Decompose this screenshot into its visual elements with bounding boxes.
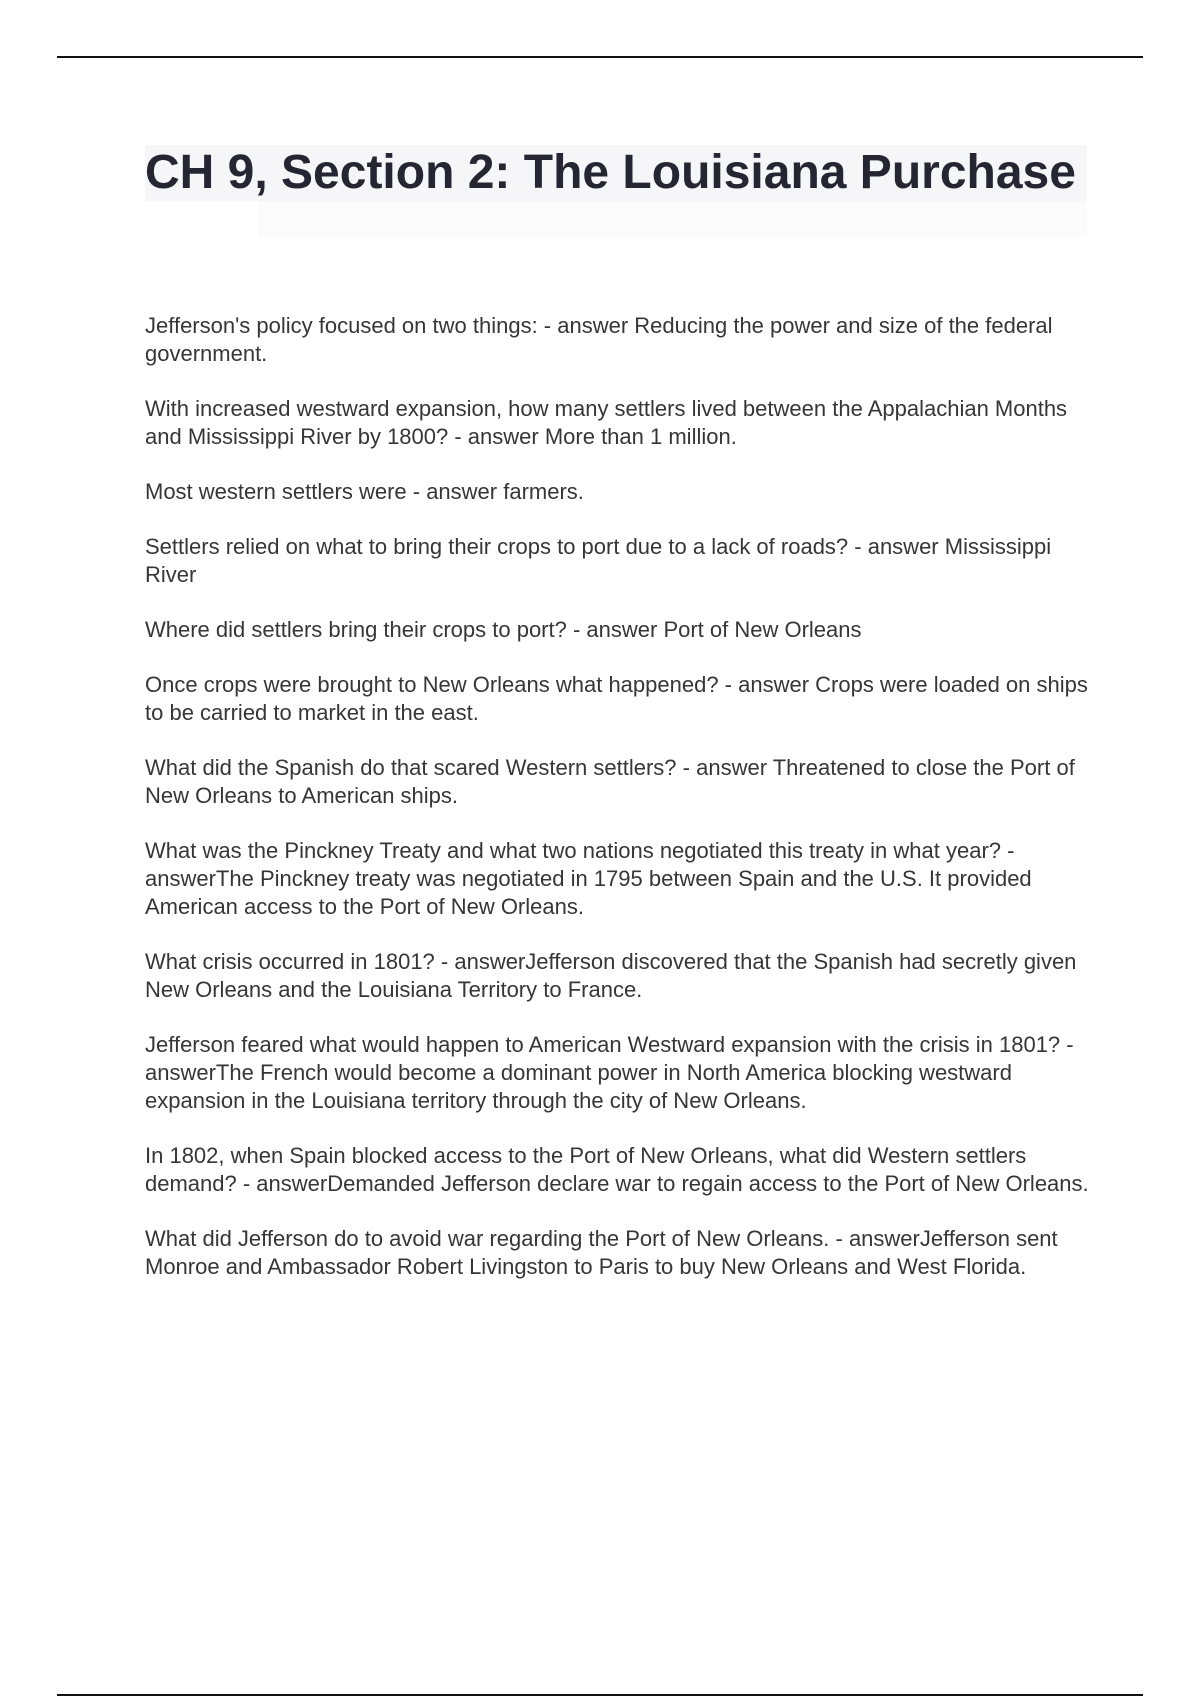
qa-list bbox=[145, 312, 1090, 1308]
top-rule bbox=[57, 56, 1143, 58]
qa-item: What crisis occurred in 1801? - answerJefferson discovered that the Spanish had secretly given New Orleans and the Louisiana Territory to France. bbox=[145, 949, 1077, 1002]
qa-item: Jefferson feared what would happen to American Westward expansion with the crisis in 1801? - answerThe French would become a dominant power in North America blocking westward expansion in the Louisiana territory through the city of New Orleans. bbox=[145, 1032, 1074, 1113]
qa-item: With increased westward expansion, how many settlers lived between the Appalachian Months and Mississippi River by 1800? - answer More than 1 million. bbox=[145, 396, 1068, 449]
page-title: CH 9, Section 2: The Louisiana Purchase bbox=[145, 146, 1076, 199]
qa-item: In 1802, when Spain blocked access to the Port of New Orleans, what did Western settlers demand? - answerDemanded Jefferson declare war to regain access to the Port of New Orleans. bbox=[145, 1143, 1089, 1196]
title-shadow-band bbox=[258, 201, 1087, 237]
qa-item: Where did settlers bring their crops to port? - answer Port of New Orleans bbox=[145, 617, 862, 642]
qa-item: Most western settlers were - answer farmers. bbox=[145, 479, 584, 504]
qa-item: Settlers relied on what to bring their crops to port due to a lack of roads? - answer Mississippi River bbox=[145, 534, 1052, 587]
qa-item: Jefferson's policy focused on two things: - answer Reducing the power and size of the federal government. bbox=[145, 313, 1053, 366]
bottom-rule bbox=[57, 1694, 1143, 1696]
qa-item: What did the Spanish do that scared Western settlers? - answer Threatened to close the Port of New Orleans to American ships. bbox=[145, 755, 1075, 808]
qa-item: What was the Pinckney Treaty and what two nations negotiated this treaty in what year? - answerThe Pinckney treaty was negotiated in 1795 between Spain and the U.S. It provided American access to the Port of New Orleans. bbox=[145, 838, 1032, 919]
qa-item: What did Jefferson do to avoid war regarding the Port of New Orleans. - answerJefferson sent Monroe and Ambassador Robert Livingston to Paris to buy New Orleans and West Florida. bbox=[145, 1226, 1058, 1279]
qa-item: Once crops were brought to New Orleans what happened? - answer Crops were loaded on ships to be carried to market in the east. bbox=[145, 672, 1088, 725]
